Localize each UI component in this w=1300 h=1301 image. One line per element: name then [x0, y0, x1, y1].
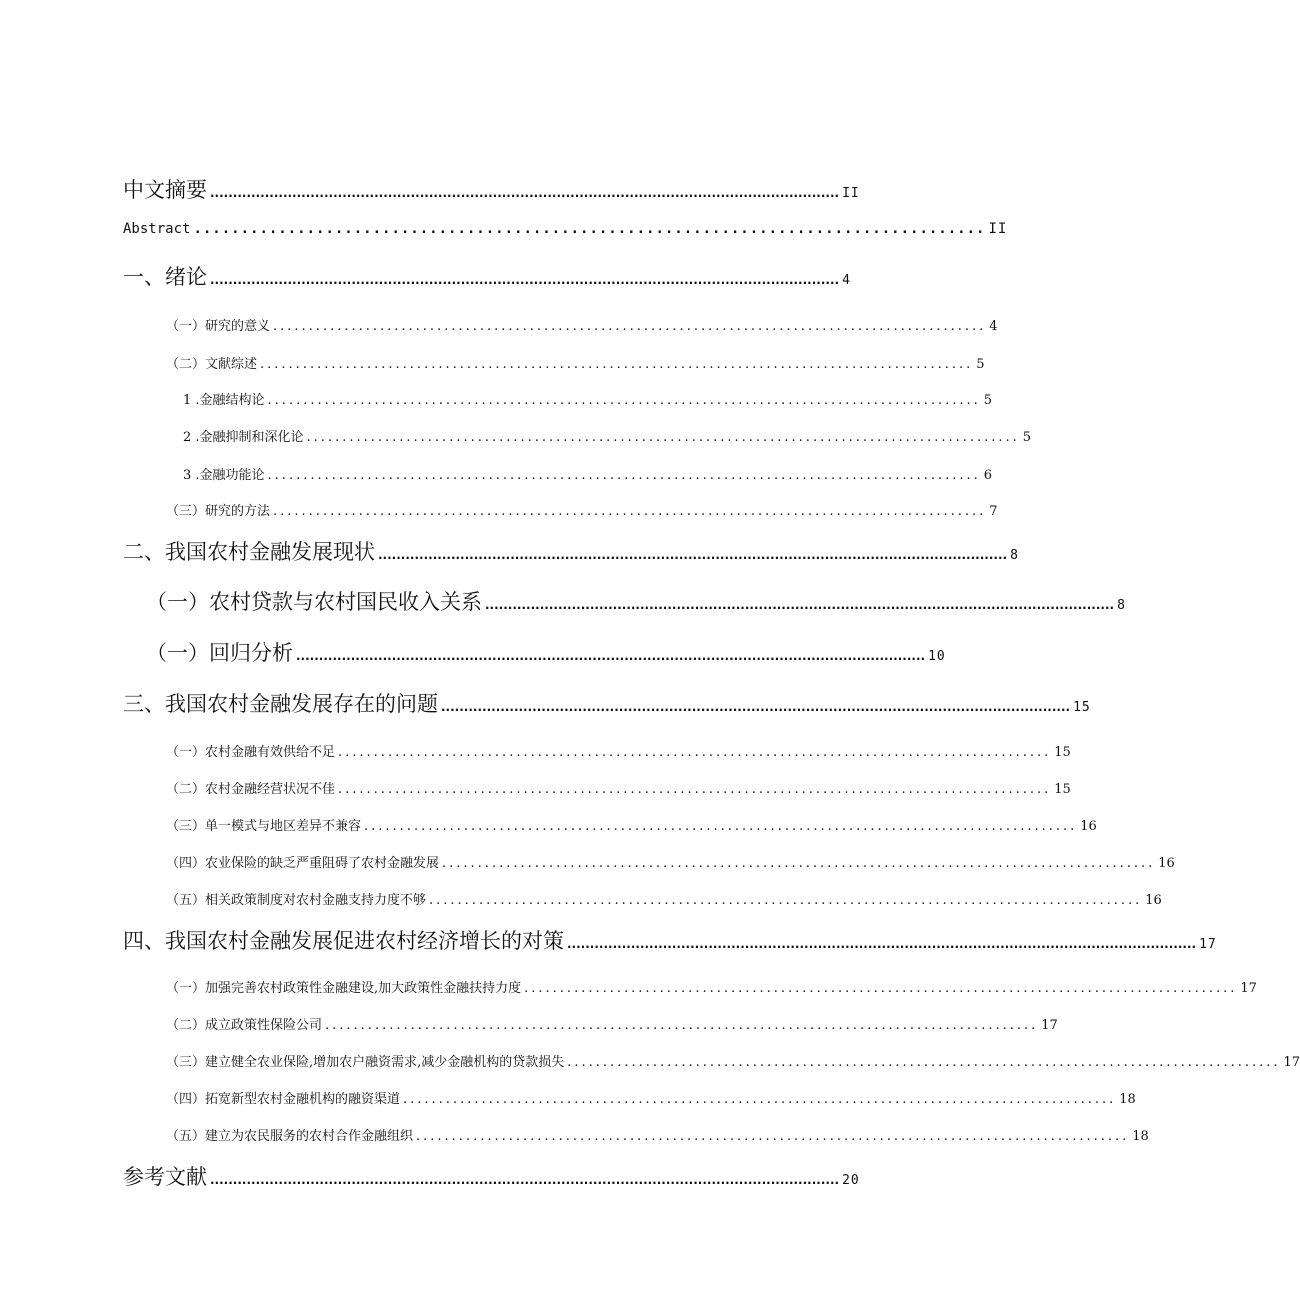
leader-dots: ....................................................................................................: [524, 981, 1238, 996]
toc-entry-title: 3 .金融功能论: [183, 468, 265, 483]
leader-dots: ..........................................................................................................................................: [378, 548, 1008, 562]
toc-entry: [123, 221, 1008, 237]
toc-entry-page: 18: [1132, 1129, 1149, 1144]
toc-entry-title: （二）农村金融经营状况不佳: [166, 782, 336, 797]
toc-entry-page: 18: [1119, 1092, 1136, 1107]
leader-dots: ..........................................................................................................................................: [567, 937, 1197, 951]
leader-dots: ..........................................................................................................................................: [210, 273, 840, 287]
toc-entry-page: 5: [983, 393, 993, 408]
toc-entry-title: （二）文献综述: [166, 357, 258, 372]
toc-entry-page: 10: [928, 649, 946, 664]
leader-dots: ....................................................................................................: [403, 1092, 1117, 1107]
toc-entry-page: 17: [1041, 1018, 1058, 1033]
toc-entry: [166, 1014, 1058, 1033]
toc-entry: [166, 815, 1097, 834]
toc-entry-page: 5: [1022, 430, 1032, 445]
toc-entry-page: 17: [1199, 937, 1217, 952]
toc-entry-title: （五）建立为农民服务的农村合作金融组织: [166, 1129, 414, 1144]
toc-entry-page: 6: [983, 468, 993, 483]
toc-entry: [146, 637, 946, 667]
toc-entry: [166, 778, 1071, 797]
toc-entry-title: 2 .金融抑制和深化论: [183, 430, 304, 445]
leader-dots: ..........................................................................................................................................: [485, 598, 1115, 612]
toc-entry: [123, 261, 851, 291]
toc-entry: [123, 688, 1091, 718]
toc-entry-title: （一）农村金融有效供给不足: [166, 745, 336, 760]
leader-dots: ....................................................................................................: [567, 1055, 1281, 1070]
toc-entry-page: 8: [1010, 548, 1019, 563]
toc-entry: [166, 500, 998, 519]
toc-entry: [123, 536, 1019, 566]
leader-dots: ....................................................................................................: [306, 430, 1020, 445]
toc-entry: [166, 315, 998, 334]
toc-entry-title: 三、我国农村金融发展存在的问题: [123, 692, 438, 716]
toc-entry-page: 16: [1145, 893, 1162, 908]
toc-entry-page: 4: [989, 319, 998, 334]
toc-entry-page: 5: [976, 357, 985, 372]
leader-dots: ....................................................................................................: [325, 1018, 1039, 1033]
leader-dots: ....................................................................................................: [338, 782, 1052, 797]
toc-entry-page: 15: [1054, 745, 1071, 760]
leader-dots: ....................................................................................................: [416, 1129, 1130, 1144]
toc-entry-title: Abstract: [123, 221, 191, 237]
toc-entry: [123, 1161, 860, 1191]
toc-entry: [183, 464, 993, 483]
toc-entry-title: 四、我国农村金融发展促进农村经济增长的对策: [123, 929, 564, 953]
toc-entry-title: （三）建立健全农业保险,增加农户融资需求,减少金融机构的贷款损失: [166, 1055, 565, 1070]
toc-entry: [166, 852, 1175, 871]
toc-entry: [123, 925, 1217, 955]
leader-dots: ....................................................................................: [193, 221, 986, 237]
toc-entry-title: （一）农村贷款与农村国民收入关系: [146, 590, 482, 614]
toc-entry-page: 8: [1117, 598, 1126, 613]
toc-entry: [183, 426, 1032, 445]
toc-entry-page: 16: [1158, 856, 1175, 871]
leader-dots: ....................................................................................................: [267, 393, 981, 408]
toc-entry-page: 7: [989, 504, 998, 519]
leader-dots: ....................................................................................................: [273, 504, 987, 519]
toc-entry-page: 17: [1240, 981, 1257, 996]
toc-entry-page: 15: [1073, 700, 1091, 715]
toc-entry-title: 1 .金融结构论: [183, 393, 265, 408]
toc-entry: [166, 1088, 1136, 1107]
toc-entry-title: 二、我国农村金融发展现状: [123, 540, 375, 564]
toc-entry-page: II: [842, 186, 860, 201]
leader-dots: ....................................................................................................: [442, 856, 1156, 871]
toc-entry-page: 4: [842, 273, 851, 288]
toc-entry-title: 中文摘要: [123, 178, 207, 202]
leader-dots: ..........................................................................................................................................: [210, 1173, 840, 1187]
toc-entry-page: 16: [1080, 819, 1097, 834]
leader-dots: ....................................................................................................: [364, 819, 1078, 834]
toc-entry: [166, 1051, 1300, 1070]
leader-dots: ..........................................................................................................................................: [441, 700, 1071, 714]
toc-entry-title: （一）研究的意义: [166, 319, 271, 334]
toc-entry-title: （一）回归分析: [146, 641, 293, 665]
toc-entry-title: （四）农业保险的缺乏严重阻碍了农村金融发展: [166, 856, 440, 871]
toc-entry: [166, 1125, 1149, 1144]
toc-entry-title: 参考文献: [123, 1165, 207, 1189]
toc-entry-title: （一）加强完善农村政策性金融建设,加大政策性金融扶持力度: [166, 981, 522, 996]
leader-dots: ....................................................................................................: [338, 745, 1052, 760]
toc-entry: [166, 889, 1162, 908]
toc-entry-page: 20: [842, 1173, 860, 1188]
leader-dots: ..........................................................................................................................................: [296, 649, 926, 663]
toc-entry-title: （三）研究的方法: [166, 504, 271, 519]
leader-dots: ....................................................................................................: [273, 319, 987, 334]
toc-entry: [123, 174, 860, 204]
toc-entry-page: 17: [1283, 1055, 1300, 1070]
toc-entry: [166, 977, 1257, 996]
leader-dots: ....................................................................................................: [260, 357, 974, 372]
toc-entry: [183, 389, 993, 408]
toc-entry: [166, 741, 1071, 760]
leader-dots: ..........................................................................................................................................: [210, 186, 840, 200]
toc-entry: [166, 353, 985, 372]
toc-entry-title: 一、绪论: [123, 265, 207, 289]
toc-entry-title: （三）单一模式与地区差异不兼容: [166, 819, 362, 834]
toc-entry: [146, 586, 1126, 616]
leader-dots: ....................................................................................................: [429, 893, 1143, 908]
toc-entry-page: II: [988, 221, 1008, 237]
toc-entry-page: 15: [1054, 782, 1071, 797]
toc-entry-title: （二）成立政策性保险公司: [166, 1018, 323, 1033]
leader-dots: ....................................................................................................: [267, 468, 981, 483]
toc-entry-title: （四）拓宽新型农村金融机构的融资渠道: [166, 1092, 401, 1107]
toc-entry-title: （五）相关政策制度对农村金融支持力度不够: [166, 893, 427, 908]
